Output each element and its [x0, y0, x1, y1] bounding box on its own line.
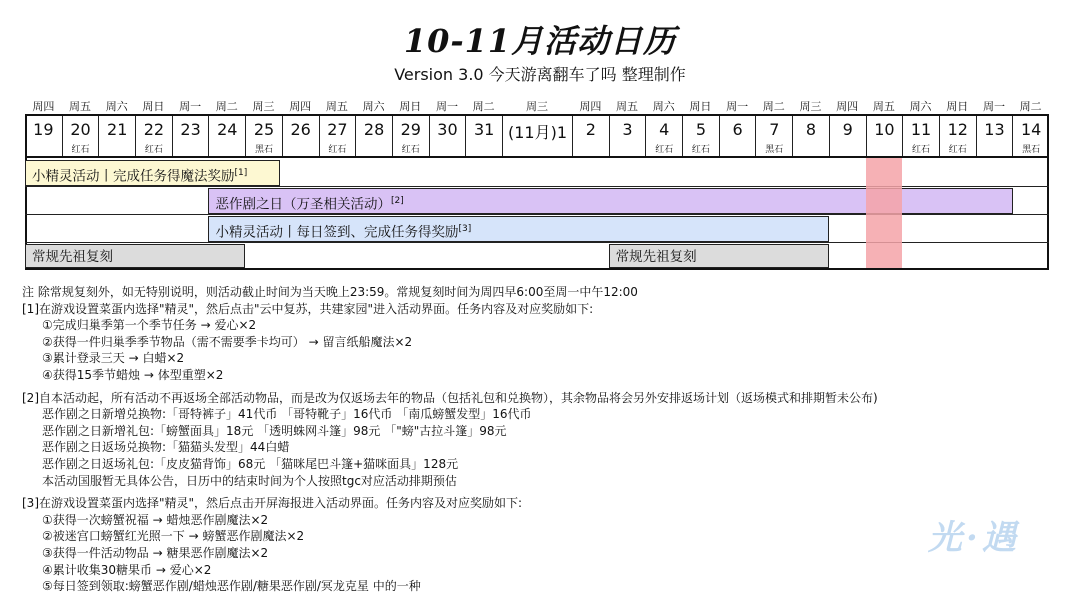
stone-note: 红石 — [948, 145, 967, 155]
day-cell — [682, 116, 719, 156]
weekday-label: 周六 — [652, 100, 675, 113]
day-cell — [645, 116, 682, 156]
note-line: ⑤每日签到领取:螃蟹恶作剧/蜡烛恶作剧/糖果恶作剧/冥龙克星 中的一种 — [42, 579, 421, 594]
day-number: 29 — [400, 120, 421, 139]
day-number: 26 — [290, 120, 311, 139]
weekday-label: 周一 — [435, 100, 458, 113]
day-cell — [902, 116, 939, 156]
weekday-label: 周五 — [69, 100, 92, 113]
day-number: 23 — [180, 120, 201, 139]
day-number: 30 — [437, 120, 458, 139]
day-number: 24 — [217, 120, 238, 139]
weekday-label: 周日 — [142, 100, 165, 113]
day-number: 31 — [473, 120, 495, 139]
event-bar — [25, 160, 280, 186]
stone-note: 红石 — [912, 145, 931, 155]
weekday-label: 周五 — [616, 100, 639, 113]
weekday-label: 周二 — [215, 100, 238, 113]
event-bar — [208, 216, 828, 242]
note-line: ①完成归巢季第一个季节任务 → 爱心×2 — [42, 318, 257, 333]
stone-note: 红石 — [71, 145, 90, 155]
page-subtitle: Version 3.0 今天游离翻车了吗 整理制作 — [394, 65, 686, 84]
stone-note: 黑石 — [765, 145, 784, 155]
footnote-ref: [2] — [390, 196, 404, 206]
weekday-label: 周五 — [325, 100, 348, 113]
note-line: ②获得一件归巢季季节物品（需不需要季卡均可） → 留言纸船魔法×2 — [42, 334, 413, 349]
day-number: 27 — [327, 120, 348, 139]
weekday-label: 周六 — [909, 100, 932, 113]
event-bar — [609, 244, 829, 268]
day-number: 21 — [107, 120, 128, 139]
day-cell — [609, 116, 646, 156]
stone-note: 红石 — [144, 145, 163, 155]
note-line: 恶作剧之日新增兑换物:「哥特裤子」41代币 「哥特靴子」16代币 「南瓜螃蟹发型」16代币 — [42, 407, 532, 422]
day-cell — [245, 116, 282, 156]
weekday-label: 周四 — [289, 100, 312, 113]
note-line: [1]在游戏设置菜蛋内选择"精灵"，然后点击"云中复苏，共建家园"进入活动界面。任务内容及对应奖励如下: — [22, 301, 594, 316]
day-number: 20 — [70, 120, 91, 139]
day-number: 10 — [874, 120, 895, 139]
day-number: 11 — [910, 120, 932, 139]
day-cell — [792, 116, 829, 156]
day-number: 19 — [33, 120, 54, 139]
weekday-label: 周四 — [836, 100, 859, 113]
note-line: 注 除常规复刻外，如无特别说明，则活动截止时间为当天晚上23:59。常规复刻时间为周四早6:00至周一中午12:00 — [22, 285, 638, 299]
event-bar — [25, 244, 245, 268]
weekday-label: 周日 — [399, 100, 422, 113]
event-label: 小精灵活动丨完成任务得魔法奖励 — [32, 168, 235, 185]
day-number: 25 — [253, 120, 275, 139]
day-number: 7 — [769, 120, 780, 139]
note-line: [2]自本活动起，所有活动不再返场全部活动物品，而是改为仅返场去年的物品（包括礼包和兑换物），其余物品将会另外安排返场计划（返场模式和排期暂未公布) — [22, 390, 878, 405]
day-cell — [208, 116, 245, 156]
weekday-label: 周日 — [946, 100, 969, 113]
weekday-label: 周三 — [525, 100, 548, 113]
day-cell — [135, 116, 172, 156]
weekday-label: 周一 — [179, 100, 202, 113]
weekday-label: 周三 — [252, 100, 275, 113]
day-cell — [502, 116, 572, 156]
day-cell — [172, 116, 209, 156]
day-number: 4 — [659, 120, 670, 139]
day-cell — [25, 116, 62, 156]
weekday-label: 周日 — [689, 100, 712, 113]
weekday-label: 周四 — [32, 100, 55, 113]
weekday-label: 周五 — [872, 100, 895, 113]
day-number: 13 — [984, 120, 1005, 139]
day-number: 22 — [143, 120, 165, 139]
footnote-ref: [3] — [458, 224, 472, 234]
day-number: 3 — [622, 120, 633, 139]
day-cell — [465, 116, 502, 156]
day-cell — [939, 116, 976, 156]
note-line: ③获得一件活动物品 → 糖果恶作剧魔法×2 — [42, 545, 269, 560]
watermark-logo: 光·遇 — [928, 518, 1020, 558]
day-cell — [62, 116, 99, 156]
note-line: 恶作剧之日返场兑换物:「猫猫头发型」44白蜡 — [42, 440, 290, 455]
day-cell — [429, 116, 466, 156]
weekday-label: 周二 — [1019, 100, 1042, 113]
note-line: ④累计收集30糖果币 → 爱心×2 — [42, 562, 212, 577]
day-number: 28 — [363, 120, 385, 139]
stone-note: 红石 — [691, 145, 710, 155]
day-cell — [355, 116, 392, 156]
stone-note: 红石 — [655, 145, 674, 155]
event-label: 常规先祖复刻 — [615, 249, 697, 265]
day-cell — [1012, 116, 1049, 156]
stone-note: 黑石 — [1022, 145, 1041, 155]
weekday-label: 周三 — [799, 100, 822, 113]
today-highlight — [866, 158, 903, 268]
note-line: ③累计登录三天 → 白蜡×2 — [42, 351, 185, 366]
day-number: 12 — [947, 120, 968, 139]
day-number: 8 — [805, 120, 817, 139]
weekday-label: 周二 — [762, 100, 785, 113]
day-cell — [755, 116, 792, 156]
day-number: 9 — [842, 120, 853, 139]
weekday-label: 周一 — [982, 100, 1005, 113]
day-cell — [392, 116, 429, 156]
day-cell — [719, 116, 756, 156]
weekday-label: 周六 — [105, 100, 128, 113]
event-label: 常规先祖复刻 — [32, 249, 113, 265]
note-line: [3]在游戏设置菜蛋内选择"精灵"，然后点击开屏海报进入活动界面。任务内容及对应奖励如下: — [22, 496, 523, 511]
footnote-ref: [1] — [234, 168, 248, 178]
day-number: 6 — [732, 120, 743, 139]
event-label: 小精灵活动丨每日签到、完成任务得奖励 — [215, 224, 459, 241]
event-label: 恶作剧之日（万圣相关活动） — [215, 196, 391, 213]
note-line: 本活动国服暂无具体公告，日历中的结束时间为个人按照tgc对应活动排期预估 — [42, 473, 457, 488]
day-cell — [282, 116, 319, 156]
notes-section — [22, 284, 1062, 595]
stone-note: 红石 — [401, 145, 420, 155]
note-line: ②被迷宫口螃蟹红光照一下 → 螃蟹恶作剧魔法×2 — [42, 529, 305, 544]
page-title: 10-11月活动日历 — [403, 22, 677, 60]
day-number: 5 — [695, 120, 706, 139]
stone-note: 黑石 — [254, 145, 273, 155]
day-cell — [98, 116, 135, 156]
stone-note: 红石 — [328, 145, 347, 155]
activity-calendar — [25, 98, 1049, 270]
note-line: 恶作剧之日返场礼包:「皮皮猫背饰」68元 「猫咪尾巴斗篷+猫咪面具」128元 — [42, 456, 459, 471]
day-cell — [829, 116, 866, 156]
day-number: (11月)1 — [507, 123, 567, 142]
weekday-label: 周四 — [579, 100, 602, 113]
weekday-label: 周六 — [362, 100, 385, 113]
day-number: 14 — [1020, 120, 1042, 139]
day-number: 2 — [585, 120, 596, 139]
note-line: ④获得15季节蜡烛 → 体型重塑×2 — [42, 367, 224, 382]
weekday-label: 周一 — [726, 100, 749, 113]
note-line: ①获得一次螃蟹祝福 → 蜡烛恶作剧魔法×2 — [42, 512, 269, 527]
day-cell — [319, 116, 356, 156]
day-cell — [572, 116, 609, 156]
note-line: 恶作剧之日新增礼包:「螃蟹面具」18元 「透明蛛网斗篷」98元 「"螃"古拉斗篷」98元 — [42, 423, 507, 438]
date-row — [25, 116, 1049, 158]
day-cell — [976, 116, 1013, 156]
weekday-label: 周二 — [472, 100, 495, 113]
day-cell — [866, 116, 903, 156]
